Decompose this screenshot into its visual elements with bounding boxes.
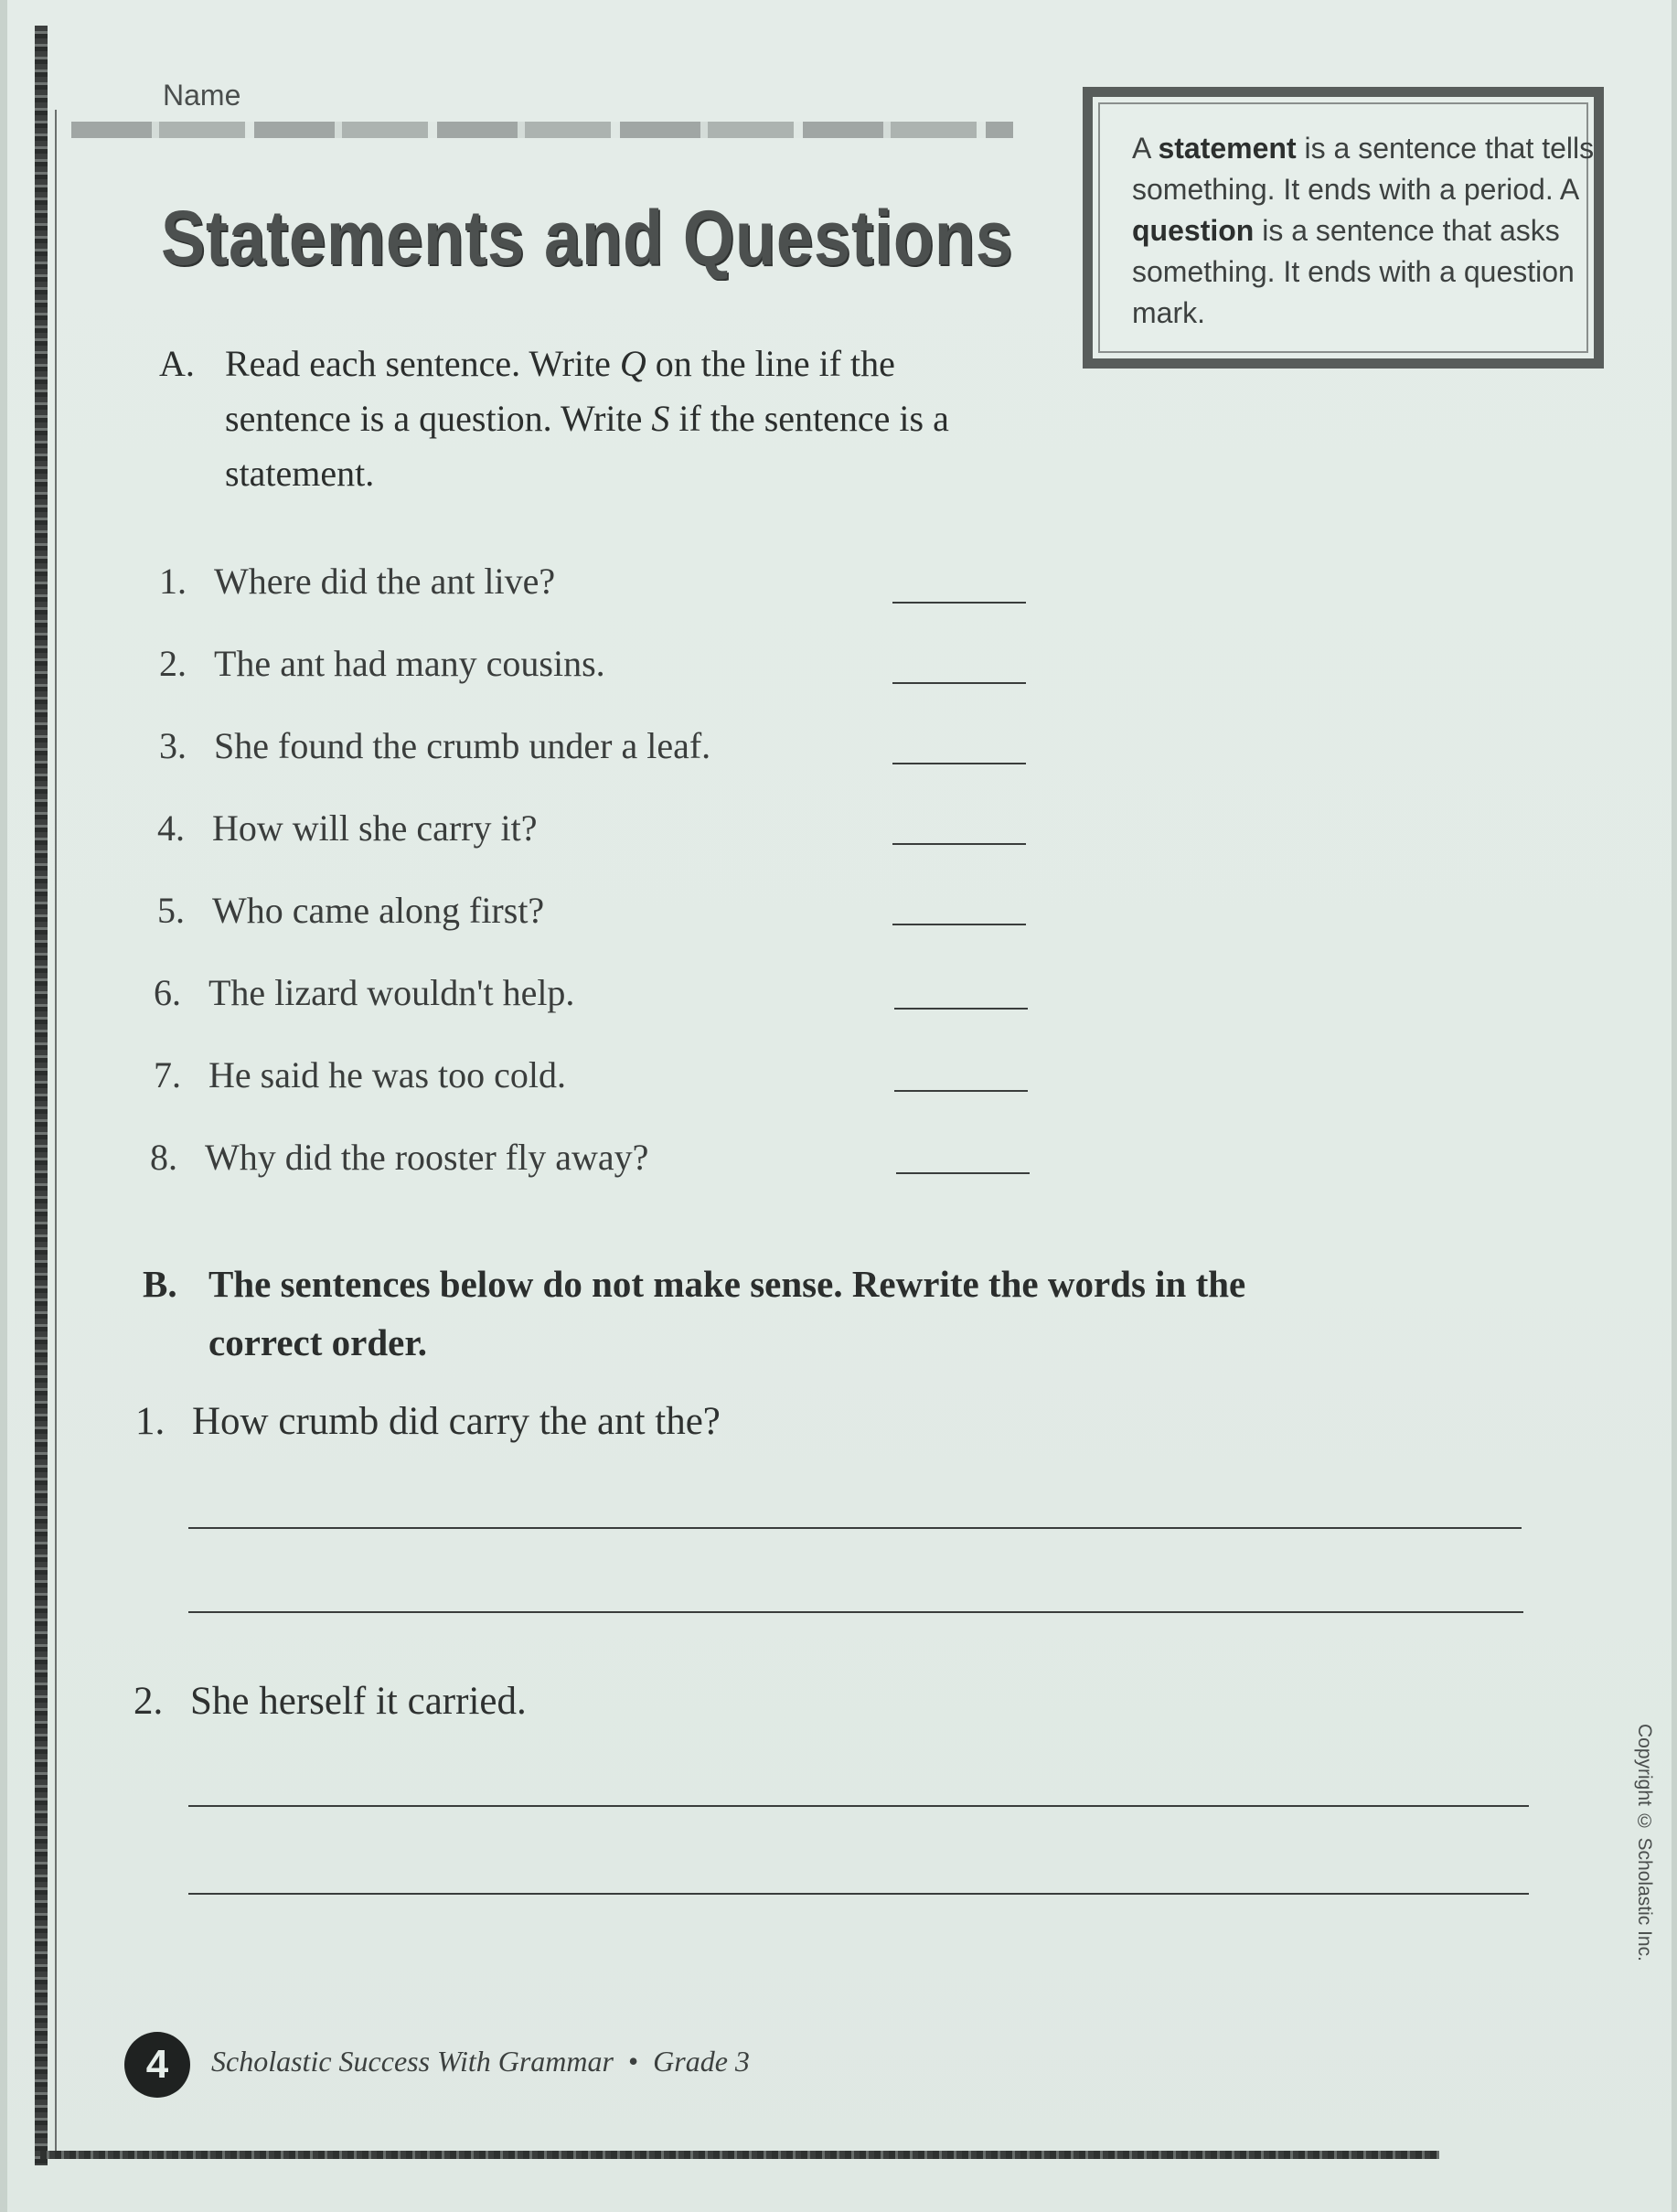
list-item: 6. The lizard wouldn't help. — [154, 972, 575, 1013]
answer-line-6[interactable] — [894, 1008, 1028, 1010]
grade-label: Grade 3 — [653, 2045, 750, 2078]
list-item: 2. The ant had many cousins. — [159, 643, 605, 684]
name-line[interactable] — [71, 122, 1013, 138]
answer-line-8[interactable] — [896, 1172, 1030, 1174]
list-item: 7. He said he was too cold. — [154, 1054, 567, 1095]
list-item: 8. Why did the rooster fly away? — [150, 1137, 649, 1178]
answer-line-1[interactable] — [892, 602, 1026, 604]
list-item: 2. She herself it carried. — [134, 1680, 527, 1723]
page-number-badge: 4 — [124, 2032, 190, 2098]
list-item: 1. Where did the ant live? — [159, 561, 556, 602]
list-item: 3. She found the crumb under a leaf. — [159, 725, 711, 766]
write-line-1a[interactable] — [188, 1527, 1522, 1529]
footer-separator: • — [627, 2045, 639, 2078]
write-line-1b[interactable] — [188, 1611, 1523, 1613]
name-label: Name — [163, 79, 241, 112]
answer-line-7[interactable] — [894, 1090, 1028, 1092]
book-title: Scholastic Success With Grammar — [211, 2045, 614, 2078]
write-line-2b[interactable] — [188, 1893, 1529, 1895]
page-title: Statements and Questions — [161, 195, 1013, 281]
bottom-border-rule — [40, 2151, 1439, 2159]
list-item: 4. How will she carry it? — [157, 807, 538, 849]
statement-term: statement — [1158, 132, 1297, 165]
section-b-letter: B. — [143, 1263, 177, 1305]
left-border-rule — [35, 26, 48, 2165]
worksheet-page — [7, 0, 1672, 2212]
write-line-2a[interactable] — [188, 1805, 1529, 1807]
footer-text — [211, 2045, 750, 2078]
left-inner-rule — [55, 110, 57, 2158]
answer-line-4[interactable] — [892, 843, 1026, 845]
section-a-directions: A. Read each sentence. Write Q on the line if the sentence is a question. Write S if the sentence is a statement. — [159, 337, 1019, 501]
section-a-letter: A. — [159, 343, 195, 384]
copyright-notice: Copyright © Scholastic Inc. — [1634, 1724, 1655, 1961]
question-term: question — [1132, 214, 1255, 247]
list-item: 5. Who came along first? — [157, 890, 545, 931]
rule-box-text: A statement is a sentence that tells something. It ends with a period. A question is a sentence that asks something. It ends with a question mark. — [1132, 132, 1595, 329]
answer-line-2[interactable] — [892, 682, 1026, 684]
list-item: 1. How crumb did carry the ant the? — [135, 1400, 721, 1443]
section-b-directions: B. The sentences below do not make sense. Rewrite the words in the correct order. — [143, 1255, 1350, 1372]
answer-line-5[interactable] — [892, 924, 1026, 925]
answer-line-3[interactable] — [892, 763, 1026, 764]
